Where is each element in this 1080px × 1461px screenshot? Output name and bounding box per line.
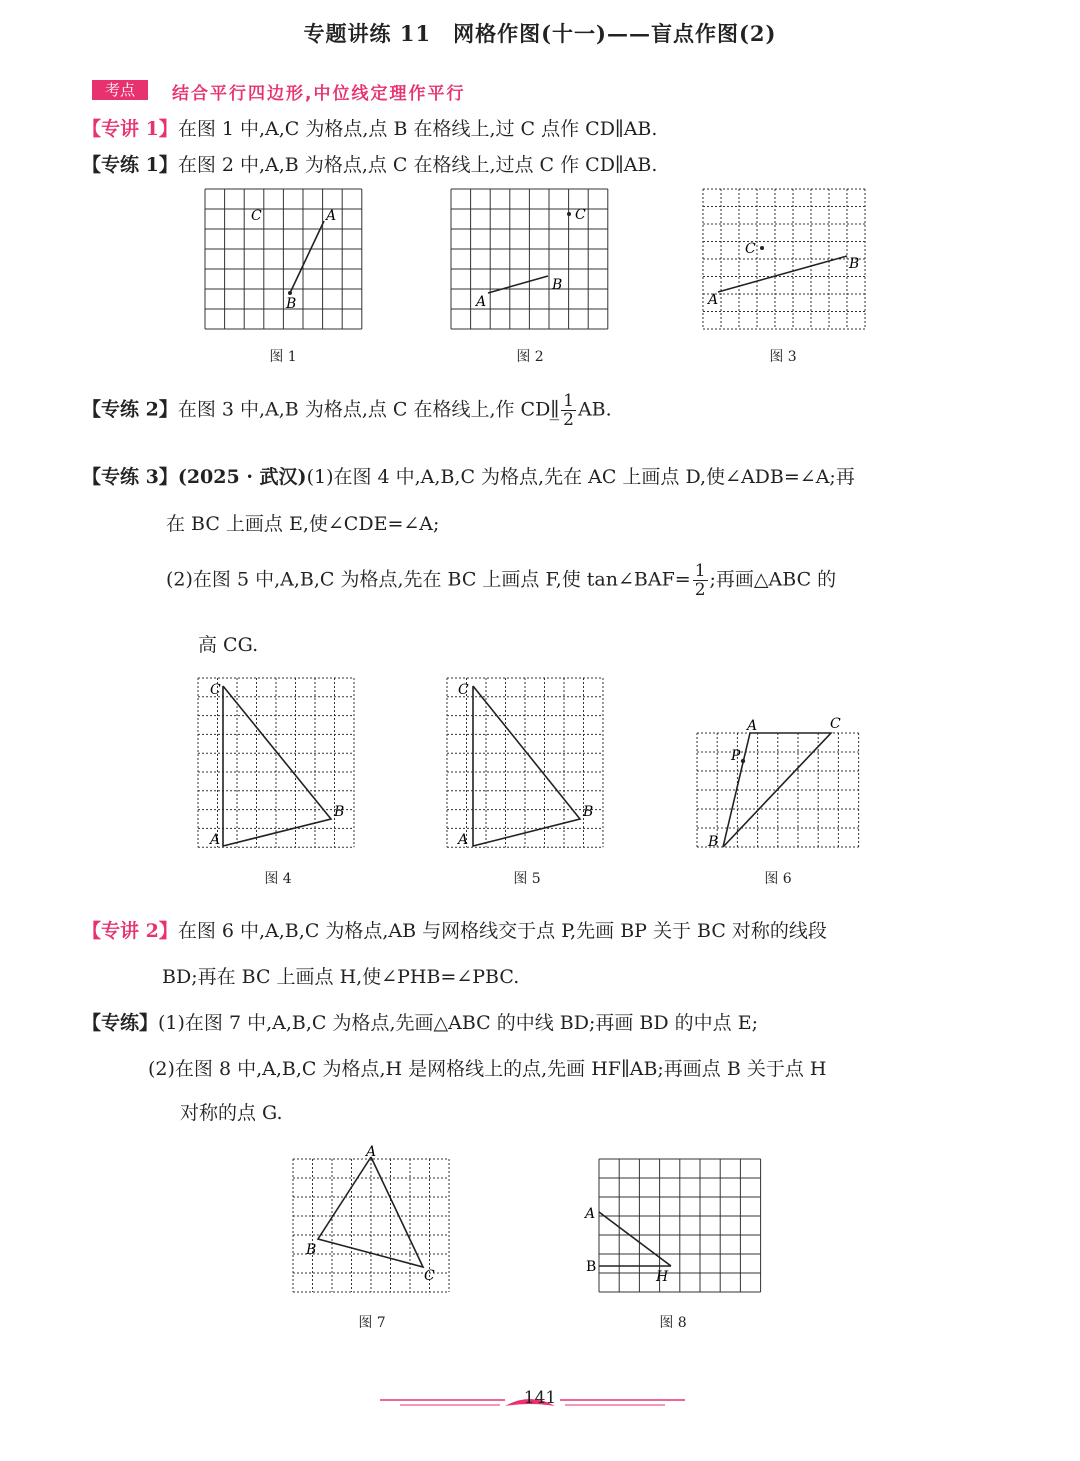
problem-text: (2)在图 5 中,A,B,C 为格点,先在 BC 上画点 F,使 tan∠BAF= bbox=[166, 568, 691, 591]
figure-3-caption: 图 3 bbox=[769, 349, 797, 365]
point-label-p: P bbox=[731, 748, 741, 764]
figure-8-grid bbox=[582, 1142, 766, 1296]
problem-text-end: AB. bbox=[577, 398, 612, 421]
problem-tag: 【专练 1】 bbox=[82, 154, 178, 176]
point-label-c: C bbox=[830, 716, 841, 732]
problem-text: 在图 6 中,A,B,C 为格点,AB 与网格线交于点 P,先画 BP 关于 BC 对称的线段 bbox=[177, 920, 827, 942]
problem-text: 在图 3 中,A,B 为格点,点 C 在格线上,作 CD bbox=[177, 398, 551, 421]
point-label-c: C bbox=[424, 1268, 435, 1284]
problem-zhuanjiang-2 bbox=[82, 916, 827, 943]
problem-zhuanlian-4 bbox=[82, 1008, 758, 1035]
figure-3-grid bbox=[700, 186, 868, 333]
fraction-numerator: 1 bbox=[563, 391, 574, 411]
problem-source: (2025 · 武汉) bbox=[177, 466, 307, 488]
problem-zhuanlian-3-part2-line2: 高 CG. bbox=[198, 634, 259, 656]
problem-zhuanlian-1 bbox=[82, 150, 657, 177]
problem-text: 在图 2 中,A,B 为格点,点 C 在格线上,过点 C 作 CD∥AB. bbox=[177, 154, 658, 176]
point-label-b: B bbox=[849, 256, 860, 272]
point-label-c: C bbox=[575, 207, 586, 223]
problem-text: (1)在图 4 中,A,B,C 为格点,先在 AC 上画点 D,使∠ADB=∠A;再 bbox=[306, 466, 855, 488]
point-label-a: A bbox=[747, 718, 758, 734]
page-title: 专题讲练 11 网格作图(十一)——盲点作图(2) bbox=[303, 21, 777, 46]
point-label-h: H bbox=[656, 1269, 669, 1285]
problem-zhuanlian-4-part2-line2: 对称的点 G. bbox=[180, 1102, 283, 1124]
problem-zhuanlian-3 bbox=[82, 462, 855, 489]
point-label-c: C bbox=[458, 682, 469, 698]
figure-2-grid bbox=[448, 186, 612, 333]
figure-5-grid bbox=[444, 674, 608, 851]
problem-zhuanlian-3-line2: 在 BC 上画点 E,使∠CDE=∠A; bbox=[166, 513, 440, 535]
problem-tag: 【专练 2】 bbox=[82, 398, 178, 421]
problem-zhuanjiang-1 bbox=[82, 114, 657, 141]
figure-2-caption: 图 2 bbox=[516, 349, 544, 365]
problem-tag: 【专练】 bbox=[82, 1012, 159, 1034]
figure-1-grid bbox=[202, 186, 364, 333]
figure-4-grid bbox=[196, 674, 360, 851]
kaodian-text: 结合平行四边形,中位线定理作平行 bbox=[172, 84, 466, 104]
problem-text: (1)在图 7 中,A,B,C 为格点,先画△ABC 的中线 BD;再画 BD 的中点 E; bbox=[158, 1012, 758, 1034]
point-label-a: A bbox=[458, 832, 469, 848]
fraction-numerator: 1 bbox=[694, 561, 706, 581]
problem-text: 在图 1 中,A,C 为格点,点 B 在格线上,过 C 点作 CD∥AB. bbox=[177, 118, 658, 140]
problem-tag: 【专讲 2】 bbox=[82, 920, 178, 942]
point-label-b: B bbox=[583, 804, 594, 820]
problem-text-end: ;再画△ABC 的 bbox=[709, 568, 837, 591]
figure-5-caption: 图 5 bbox=[513, 871, 541, 887]
point-label-c: C bbox=[210, 682, 221, 698]
figure-6-caption: 图 6 bbox=[764, 871, 792, 887]
figure-1-caption: 图 1 bbox=[269, 349, 297, 365]
point-label-a: A bbox=[476, 294, 487, 310]
page-number: 141 bbox=[523, 1388, 557, 1408]
point-label-c: C bbox=[745, 241, 756, 257]
figure-7-caption: 图 7 bbox=[358, 1315, 386, 1331]
figure-4-caption: 图 4 bbox=[264, 871, 292, 887]
point-label-a: A bbox=[366, 1144, 377, 1160]
problem-zhuanlian-3-part2 bbox=[166, 562, 836, 599]
fraction-denominator: 2 bbox=[563, 410, 574, 430]
point-label-b: B bbox=[586, 1259, 597, 1275]
point-label-b: B bbox=[306, 1242, 317, 1258]
problem-tag: 【专练 3】 bbox=[82, 466, 178, 488]
point-label-a: A bbox=[708, 292, 719, 308]
problem-zhuanjiang-2-line2: BD;再在 BC 上画点 H,使∠PHB=∠PBC. bbox=[162, 966, 520, 988]
point-label-c: C bbox=[251, 208, 262, 224]
fraction-denominator: 2 bbox=[694, 580, 706, 600]
problem-zhuanlian-2 bbox=[82, 392, 612, 429]
fraction bbox=[561, 392, 576, 429]
kaodian-tag: 考点 bbox=[92, 80, 148, 100]
point-label-a: A bbox=[210, 832, 221, 848]
fraction bbox=[693, 562, 708, 599]
relation-symbol: ∥̲ bbox=[550, 398, 560, 421]
problem-zhuanlian-4-part2: (2)在图 8 中,A,B,C 为格点,H 是网格线上的点,先画 HF∥AB;再画点 B 关于点 H bbox=[148, 1058, 827, 1080]
figure-6-grid bbox=[694, 714, 864, 852]
point-label-b: B bbox=[334, 804, 345, 820]
problem-tag: 【专讲 1】 bbox=[82, 118, 178, 140]
point-label-a: A bbox=[326, 208, 337, 224]
point-label-a: A bbox=[585, 1206, 596, 1222]
point-label-b: B bbox=[552, 277, 563, 293]
figure-7-grid bbox=[290, 1142, 452, 1296]
point-label-b: B bbox=[708, 834, 719, 850]
point-label-b: B bbox=[286, 296, 297, 312]
figure-8-caption: 图 8 bbox=[659, 1315, 687, 1331]
